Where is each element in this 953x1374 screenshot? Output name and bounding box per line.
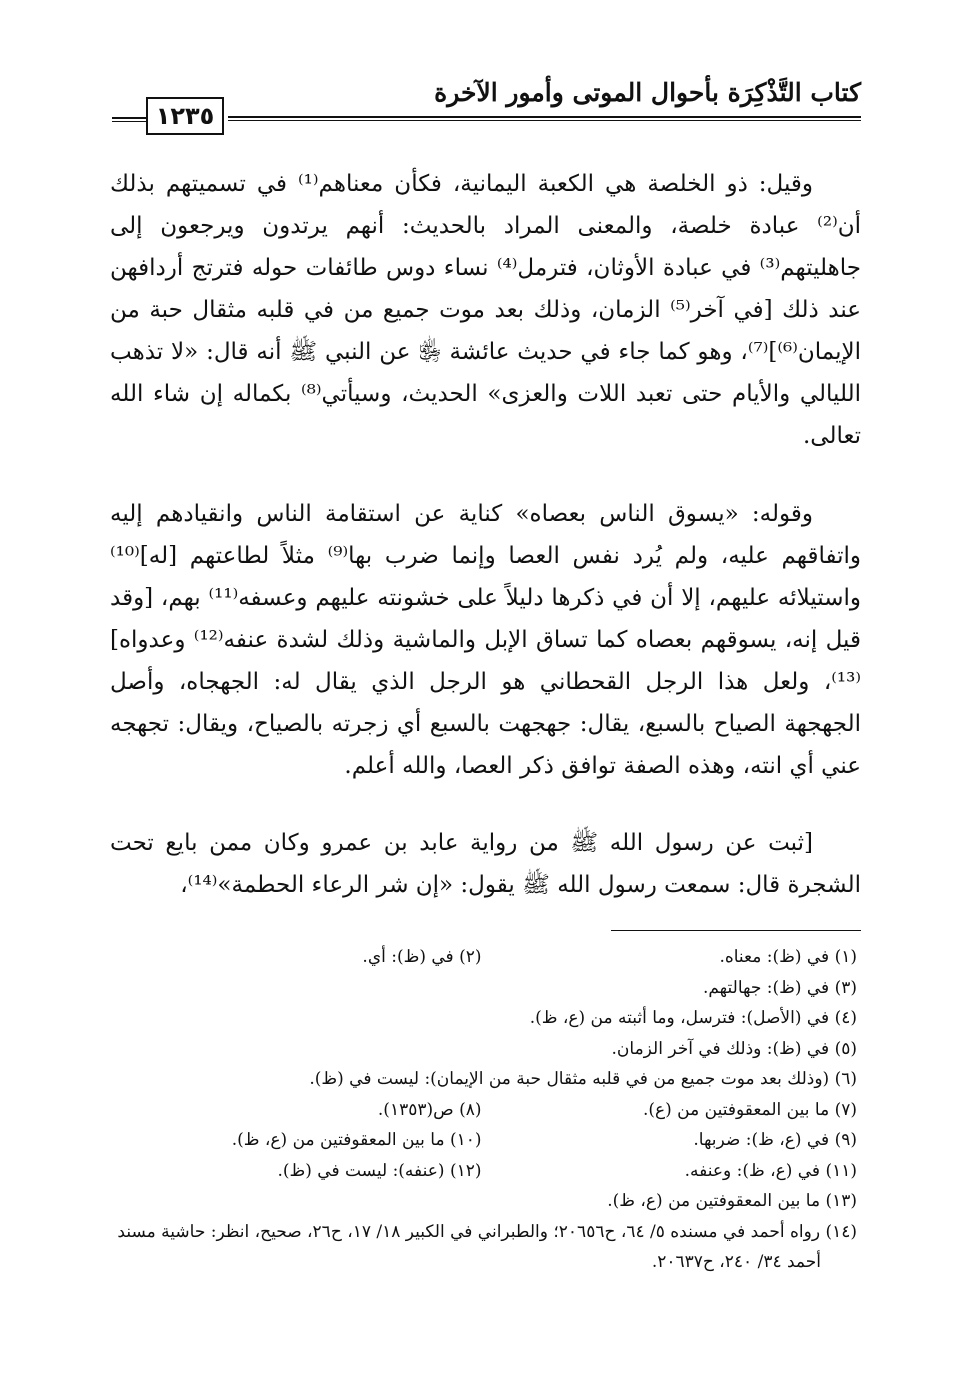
paragraph-3-text: [ثبت عن رسول الله ﷺ من رواية عابد بن عمرو وكان ممن بايع تحت الشجرة قال: سمعت رسول الله ﷺ يقول: «إن شر الرعاء الحطمة»⁽¹⁴⁾، xyxy=(110,830,861,898)
header-rule xyxy=(228,116,861,118)
footnote-14: (١٤) رواه أحمد في مسنده ٥/ ٦٤، ح٢٠٦٥٦؛ والطبراني في الكبير ١٨/ ١٧، ح٢٦، صحيح، انظر: حاشية مسند أحمد ٣٤/ ٢٤٠، ح٢٠٦٣٧. xyxy=(117,1221,857,1272)
footnote-3: (٣) في (ظ): جهالتهم. xyxy=(702,977,857,998)
footnote-row xyxy=(110,942,861,973)
footnote-4: (٤) في (الأصل): فترسل، وما أثبته من (ع، ظ). xyxy=(529,1008,857,1028)
footnote-5: (٥) في (ظ): وذلك في آخر الزمان. xyxy=(611,1038,857,1059)
footnote-row xyxy=(110,1156,861,1187)
paragraph-2-text: وقوله: «يسوق الناس بعصاه» كناية عن استقامة الناس وانقيادهم إليه واتفاقهم عليه، ولم يُرد نفس العصا وإنما ضرب بها⁽⁹⁾ مثلاً لطاعتهم [له]⁽¹⁰⁾ واستيلائه عليهم، إلا أن في ذكرها دليلاً على خشونته عليهم وعسفه⁽¹¹⁾ بهم، [وقد قيل إنه، يسوقهم بعصاه كما تساق الإبل والماشية وذلك لشدة عنفه⁽¹²⁾ وعدواه]⁽¹³⁾، ولعل هذا الرجل القحطاني هو الرجل الذي يقال له: الجهجاه، وأصل الجهجهة الصياح بالسبع، يقال: جهجهت بالسبع أي زجرته بالصياح، ويقال: تجهجه عني أي انته، وهذه الصفة توافق ذكر العصا، والله أعلم. xyxy=(110,501,861,779)
running-header-title: كتاب التَّذْكِرَة بأحوال الموتى وأمور الآخرة xyxy=(434,78,861,107)
header-rule-left xyxy=(112,117,146,119)
footnote-7: (٧) ما بين المعقوفتين من (ع). xyxy=(642,1099,857,1120)
header-rule-left-thin xyxy=(112,121,146,122)
footnotes xyxy=(110,942,861,1278)
paragraph-3 xyxy=(110,822,861,906)
footnote-13: (١٣) ما بين المعقوفتين من (ع، ظ). xyxy=(607,1191,857,1211)
footnote-10: (١٠) ما بين المعقوفتين من (ع، ظ). xyxy=(231,1130,482,1150)
paragraph-1-text: وقيل: ذو الخلصة هي الكعبة اليمانية، فكأن معناهم⁽¹⁾ في تسميتهم بذلك أن⁽²⁾ عبادة خلصة، والمعنى المراد بالحديث: أنهم يرتدون ويرجعون إلى جاهليتهم⁽³⁾ في عبادة الأوثان، فترمل⁽⁴⁾ نساء دوس طائفات حوله فترتج أردافهن عند ذلك [في آخر⁽⁵⁾ الزمان، وذلك بعد موت جميع من في قلبه مثقال حبة من الإيمان⁽⁶⁾]⁽⁷⁾، وهو كما جاء في حديث عائشة ﵂ عن النبي ﷺ أنه قال: «لا تذهب الليالي والأيام حتى تعبد اللات والعزى» الحديث، وسيأتي⁽⁸⁾ بكماله إن شاء الله تعالى. xyxy=(110,171,861,449)
footnote-8: (٨) ص(١٣٥٣). xyxy=(377,1099,482,1120)
footnote-11: (١١) في (ع، ظ): وعنفه. xyxy=(684,1160,857,1181)
header-rule-thin xyxy=(228,120,861,121)
footnote-row xyxy=(110,1125,861,1156)
footnote-separator xyxy=(611,930,861,931)
footnote-1: (١) في (ظ): معناه. xyxy=(719,947,857,967)
paragraph-2 xyxy=(110,493,861,787)
paragraph-1 xyxy=(110,163,861,457)
footnote-9: (٩) في (ع، ظ): ضربها. xyxy=(693,1130,857,1150)
footnote-2: (٢) في (ظ): أي. xyxy=(362,947,482,967)
footnote-6: (٦) (وذلك بعد موت جميع من في قلبه مثقال حبة من الإيمان): ليست في (ظ). xyxy=(309,1069,857,1089)
footnote-row xyxy=(110,1095,861,1126)
page-number: ١٢٣٥ xyxy=(146,97,224,135)
footnote-12: (١٢) (عنفه): ليست في (ظ). xyxy=(277,1160,482,1181)
